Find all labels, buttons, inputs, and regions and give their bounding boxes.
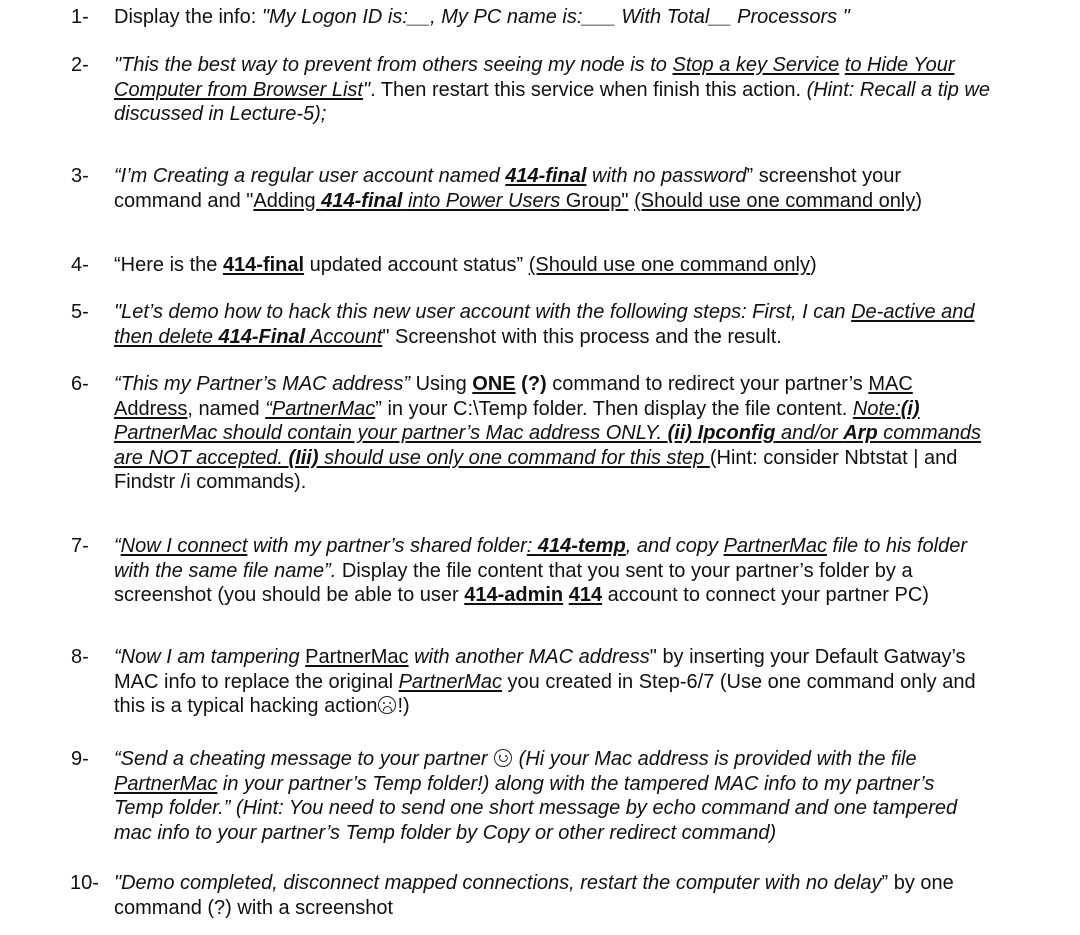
text-line [114, 645, 1044, 670]
text-line [114, 694, 1044, 719]
text-run: are NOT accepted. [114, 446, 289, 469]
text-run: 414 [568, 584, 603, 607]
text-run: "My Logon ID is:__, My PC name is:___ With Total__ Processors " [261, 6, 850, 28]
text-run: (Iii) [288, 446, 319, 469]
text-line [114, 821, 1044, 846]
text-line [114, 5, 1044, 30]
text-run: “Here is the [114, 254, 223, 276]
text-run: with my partner’s shared folder [247, 535, 527, 557]
text-run: screenshot (you should be able to user [114, 584, 465, 607]
text-run: ” screenshot your [746, 165, 902, 187]
text-line [114, 446, 1044, 471]
text-line [114, 896, 1044, 921]
text-run: ) [809, 254, 817, 276]
text-run: Now I connect [120, 535, 248, 557]
text-line [114, 470, 1044, 495]
item-text [114, 372, 1044, 495]
text-line [114, 421, 1044, 446]
item-number: 1- [71, 6, 89, 28]
text-run: , and copy [625, 535, 724, 557]
text-line [114, 164, 1044, 189]
text-line [114, 325, 1044, 350]
text-run: Ipconfig [697, 422, 776, 445]
text-run: PartnerMac [114, 772, 218, 795]
text-run: discussed in Lecture-5); [114, 103, 327, 126]
text-run: “I’m Creating a regular user account named [114, 165, 506, 187]
text-run: " [362, 78, 371, 101]
text-line [114, 372, 1044, 397]
text-run: ” in your C:\Temp folder. Then display the file content. [375, 397, 853, 420]
text-line [114, 583, 1044, 608]
text-run: (Should use one command only [528, 254, 810, 276]
text-run: "Let’s demo how to hack this new user account with the following steps: First, I can [114, 301, 852, 323]
text-run: 414-temp [537, 535, 626, 557]
text-run: Using [415, 373, 473, 395]
text-run: with no password [586, 165, 747, 187]
text-run: MAC [868, 373, 913, 395]
text-run: you created in Step-6/7 (Use one command only and [501, 670, 976, 693]
item-text [114, 645, 1044, 719]
text-run: De-active and [851, 301, 975, 323]
text-run: Display the info: [114, 6, 262, 28]
item-text [114, 300, 1044, 349]
text-run: Adding [253, 189, 322, 212]
text-run: : [526, 535, 538, 557]
text-line [114, 189, 1044, 214]
text-run: "Demo completed, disconnect mapped connections, restart the computer with no delay [114, 872, 882, 894]
text-run: "This the best way to prevent from others seeing my node is to [114, 54, 673, 76]
text-run: “Send a cheating message to your partner [114, 748, 494, 770]
text-run: (Hi your Mac address is provided with the file [513, 748, 917, 770]
text-run: with another MAC address [408, 646, 650, 668]
text-run: (?) [521, 373, 547, 395]
text-run: command to redirect your partner’s [546, 373, 869, 395]
text-run: in your partner’s Temp folder!) along with the tampered MAC info to my partner’s [217, 772, 935, 795]
text-run: PartnerMac [398, 670, 502, 693]
text-run: !) [397, 695, 410, 718]
item-text [114, 871, 1044, 920]
text-run: ONE [472, 373, 516, 395]
item-number: 8- [71, 646, 89, 668]
text-run: then delete [114, 325, 219, 348]
text-run: into Power Users [402, 189, 561, 212]
text-run: PartnerMac should contain your partner’s Mac address ONLY. [114, 422, 668, 445]
text-run: Arp [843, 422, 878, 445]
item-text [114, 5, 1044, 30]
text-run: “PartnerMac [265, 397, 376, 420]
text-run: mac info to your partner’s Temp folder by Copy or other redirect command) [114, 821, 777, 844]
item-number: 7- [71, 535, 89, 557]
text-line [114, 559, 1044, 584]
text-run: command (?) with a screenshot [114, 896, 394, 919]
text-line [114, 397, 1044, 422]
wink-face-icon [494, 749, 512, 767]
item-number: 4- [71, 254, 89, 276]
text-line [114, 78, 1044, 103]
text-run: Temp folder.” (Hint: You need to send one short message by echo command and one tampered [114, 797, 958, 820]
text-run: MAC info to replace the original [114, 670, 399, 693]
text-run: Findstr /i commands). [114, 471, 307, 494]
text-line [114, 747, 1044, 772]
text-run: with the same file name”. [114, 559, 342, 582]
text-run: 414-final [321, 189, 403, 212]
text-line [114, 253, 1044, 278]
text-line [114, 102, 1044, 127]
text-run: . Then restart this service when finish this action. [370, 78, 807, 101]
text-run: PartnerMac [723, 535, 827, 557]
text-run: Note: [852, 397, 901, 420]
text-run: commands [877, 422, 982, 445]
text-line [114, 534, 1044, 559]
text-run: 414-Final [218, 325, 306, 348]
text-run: (Should use one command only [634, 189, 916, 212]
text-run: account to connect your partner PC) [602, 584, 929, 607]
text-line [114, 871, 1044, 896]
text-run: 414-final [505, 165, 587, 187]
text-run: should use only one command for this step [318, 446, 710, 469]
text-run: Stop a key Service [672, 54, 840, 76]
text-run: PartnerMac [305, 646, 409, 668]
text-run: (Hint: Recall a tip we [806, 78, 990, 101]
text-line [114, 796, 1044, 821]
text-run: (i) [900, 397, 920, 420]
text-run: Computer from Browser List [114, 78, 363, 101]
item-number: 5- [71, 301, 89, 323]
text-run: updated account status” [304, 254, 529, 276]
text-run: " by inserting your Default Gatway’s [649, 646, 966, 668]
item-text [114, 253, 1044, 278]
text-run: ) [915, 189, 923, 212]
text-run: file to his folder [826, 535, 968, 557]
text-run: , named [187, 397, 266, 420]
text-run: command and " [114, 189, 254, 212]
text-run: Group" [560, 189, 629, 212]
text-run: 414-admin [464, 584, 564, 607]
text-line [114, 772, 1044, 797]
text-run: 414-final [222, 254, 305, 276]
text-run: to Hide Your [844, 54, 955, 76]
text-line [114, 53, 1044, 78]
text-run: Display the file content that you sent to your partner’s folder by a [341, 559, 913, 582]
item-number: 3- [71, 165, 89, 187]
text-run: " Screenshot with this process and the result. [382, 325, 782, 348]
item-text [114, 747, 1044, 845]
text-run: ” by one [881, 872, 954, 894]
item-text [114, 164, 1044, 213]
item-number: 9- [71, 748, 89, 770]
text-line [114, 670, 1044, 695]
text-run: (ii) [667, 422, 698, 445]
item-number: 2- [71, 54, 89, 76]
text-run: and/or [775, 422, 844, 445]
text-run: Address [114, 397, 188, 420]
item-text [114, 534, 1044, 608]
text-run: Account [305, 325, 383, 348]
text-run: “ [114, 535, 121, 557]
item-number: 10- [70, 872, 99, 894]
text-run: “This my Partner’s MAC address” [114, 373, 416, 395]
text-line [114, 300, 1044, 325]
sad-face-icon [378, 696, 396, 714]
text-run: “Now I am tampering [114, 646, 306, 668]
text-run: (Hint: consider Nbtstat | and [709, 446, 958, 469]
item-text [114, 53, 1044, 127]
text-run: this is a typical hacking action [114, 695, 378, 718]
item-number: 6- [71, 373, 89, 395]
